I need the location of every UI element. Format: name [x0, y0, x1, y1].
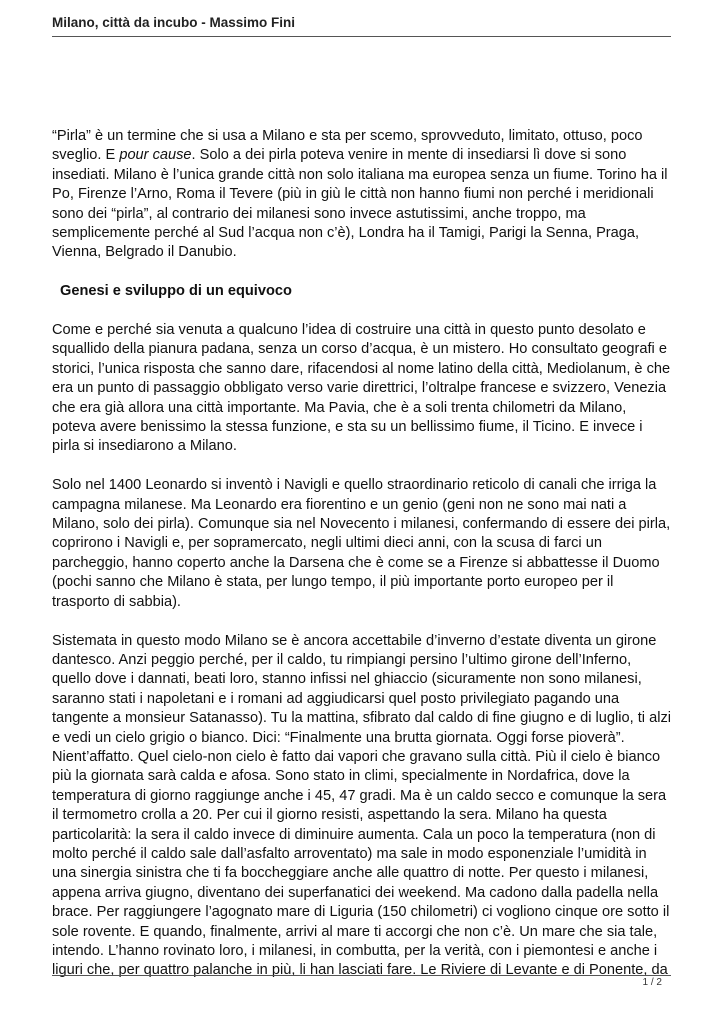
paragraph-1-text-a: “Pirla” è un termine che si usa a Milano e sta per scemo, sprovveduto, limitato, ottuso, poco sveglio. E	[52, 128, 643, 164]
paragraph-1-text-b: . Solo a dei pirla poteva venire in mente di insediarsi lì dove si sono insediati. Milano è l’unica grande città non solo italiana ma europea senza un fiume. Torino ha il Po, Firenze l’Arno, Roma il Tevere (più in giù le città non hanno fiumi non perché i meridionali sono dei “pirla”, al contrario dei milanesi sono invece astutissimi, anche troppo, ma semplicemente perché al Sud l’acqua non c’è), Londra ha il Tamigi, Parigi la Senna, Praga, Vienna, Belgrado il Danubio.	[52, 147, 668, 261]
page-number: 1 / 2	[642, 977, 662, 988]
article-body	[52, 127, 674, 1000]
paragraph-3: Solo nel 1400 Leonardo si inventò i Navigli e quello straordinario reticolo di canali che irriga la campagna milanese. Ma Leonardo era fiorentino e un genio (geni non ne sono mai nati a Milano, solo dei pirla). Comunque sia nel Novecento i milanesi, confermando di essere dei pirla, coprirono i Navigli e, per sopramercato, negli ultimi dieci anni, con la scusa di farci un parcheggio, hanno coperto anche la Darsena che è come se a Firenze si abbattesse il Duomo (pochi sanno che Milano è stata, per lungo tempo, il più importante porto europeo per il trasporto di sabbia).	[52, 477, 671, 610]
section-heading: Genesi e sviluppo di un equivoco	[60, 283, 292, 300]
paragraph-1	[52, 127, 674, 263]
page-header-title: Milano, città da incubo - Massimo Fini	[52, 15, 296, 30]
paragraph-4: Sistemata in questo modo Milano se è ancora accettabile d’inverno d’estate diventa un girone dantesco. Anzi peggio perché, per il caldo, tu rimpiangi persino l’ultimo girone dell’Inferno, quello dove i dannati, beati loro, stanno infissi nel ghiaccio (sicuramente non sono milanesi, saranno stati i napoletani e i romani ad aggiudicarsi quel posto privilegiato pagando una tangente a monsieur Satanasso). Tu la mattina, sfibrato dal caldo di fine giugno e di luglio, ti alzi e vedi un cielo grigio o bianco. Dici: “Finalmente una brutta giornata. Oggi forse pioverà”. Nient’affatto. Quel cielo-non cielo è fatto dai vapori che gravano sulla città. Più il cielo è bianco più la giornata sarà calda e afosa. Sono stato in climi, specialmente in Nordafrica, dove la temperatura di giorno raggiunge anche i 45, 47 gradi. Ma è un caldo secco e comunque la sera il termometro crolla a 20. Per cui il giorno resisti, aspettando la sera. Milano ha questa particolarità: la sera il caldo invece di diminuire aumenta. Cala un poco la temperatura (non di molto perché il caldo sale dall’asfalto arroventato) ma sale in modo esponenziale l’umidità in una sinergia sinistra che ti fa boccheggiare anche alle quattro di notte. Per questo i milanesi, appena arriva giugno, diventano dei superfanatici dei weekend. Ma cadono dalla padella nella brace. Per raggiungere l’agognato mare di Liguria (150 chilometri) ci vogliono cinque ore sotto il sole rovente. E quando, finalmente, arrivi al mare ti accorgi che non c’è. Un mare che sia tale, intendo. L’hanno rovinato loro, i milanesi, in combutta, per la verità, con i piemontesi e anche i liguri che, per quattro palanche in più, li han lasciati fare. Le Riviere di Levante e di Ponente, da	[52, 632, 671, 979]
footer-divider	[52, 975, 671, 976]
paragraph-2: Come e perché sia venuta a qualcuno l’idea di costruire una città in questo punto desolato e squallido della pianura padana, senza un corso d’acqua, è un mistero. Ho consultato geografi e storici, l’unica risposta che sanno dare, rifacendosi al nome latino della città, Mediolanum, è che era un punto di passaggio obbligato verso varie direttrici, l’oltralpe francese e svizzero, Venezia che era già allora una città importante. Ma Pavia, che è a soli trenta chilometri da Milano, poteva avere benissimo la stessa funzione, e sta su un bellissimo fiume, il Ticino. E invece i pirla si insediarono a Milano.	[52, 322, 671, 455]
paragraph-1-emphasis: pour cause	[119, 147, 192, 164]
header-divider	[52, 36, 671, 37]
